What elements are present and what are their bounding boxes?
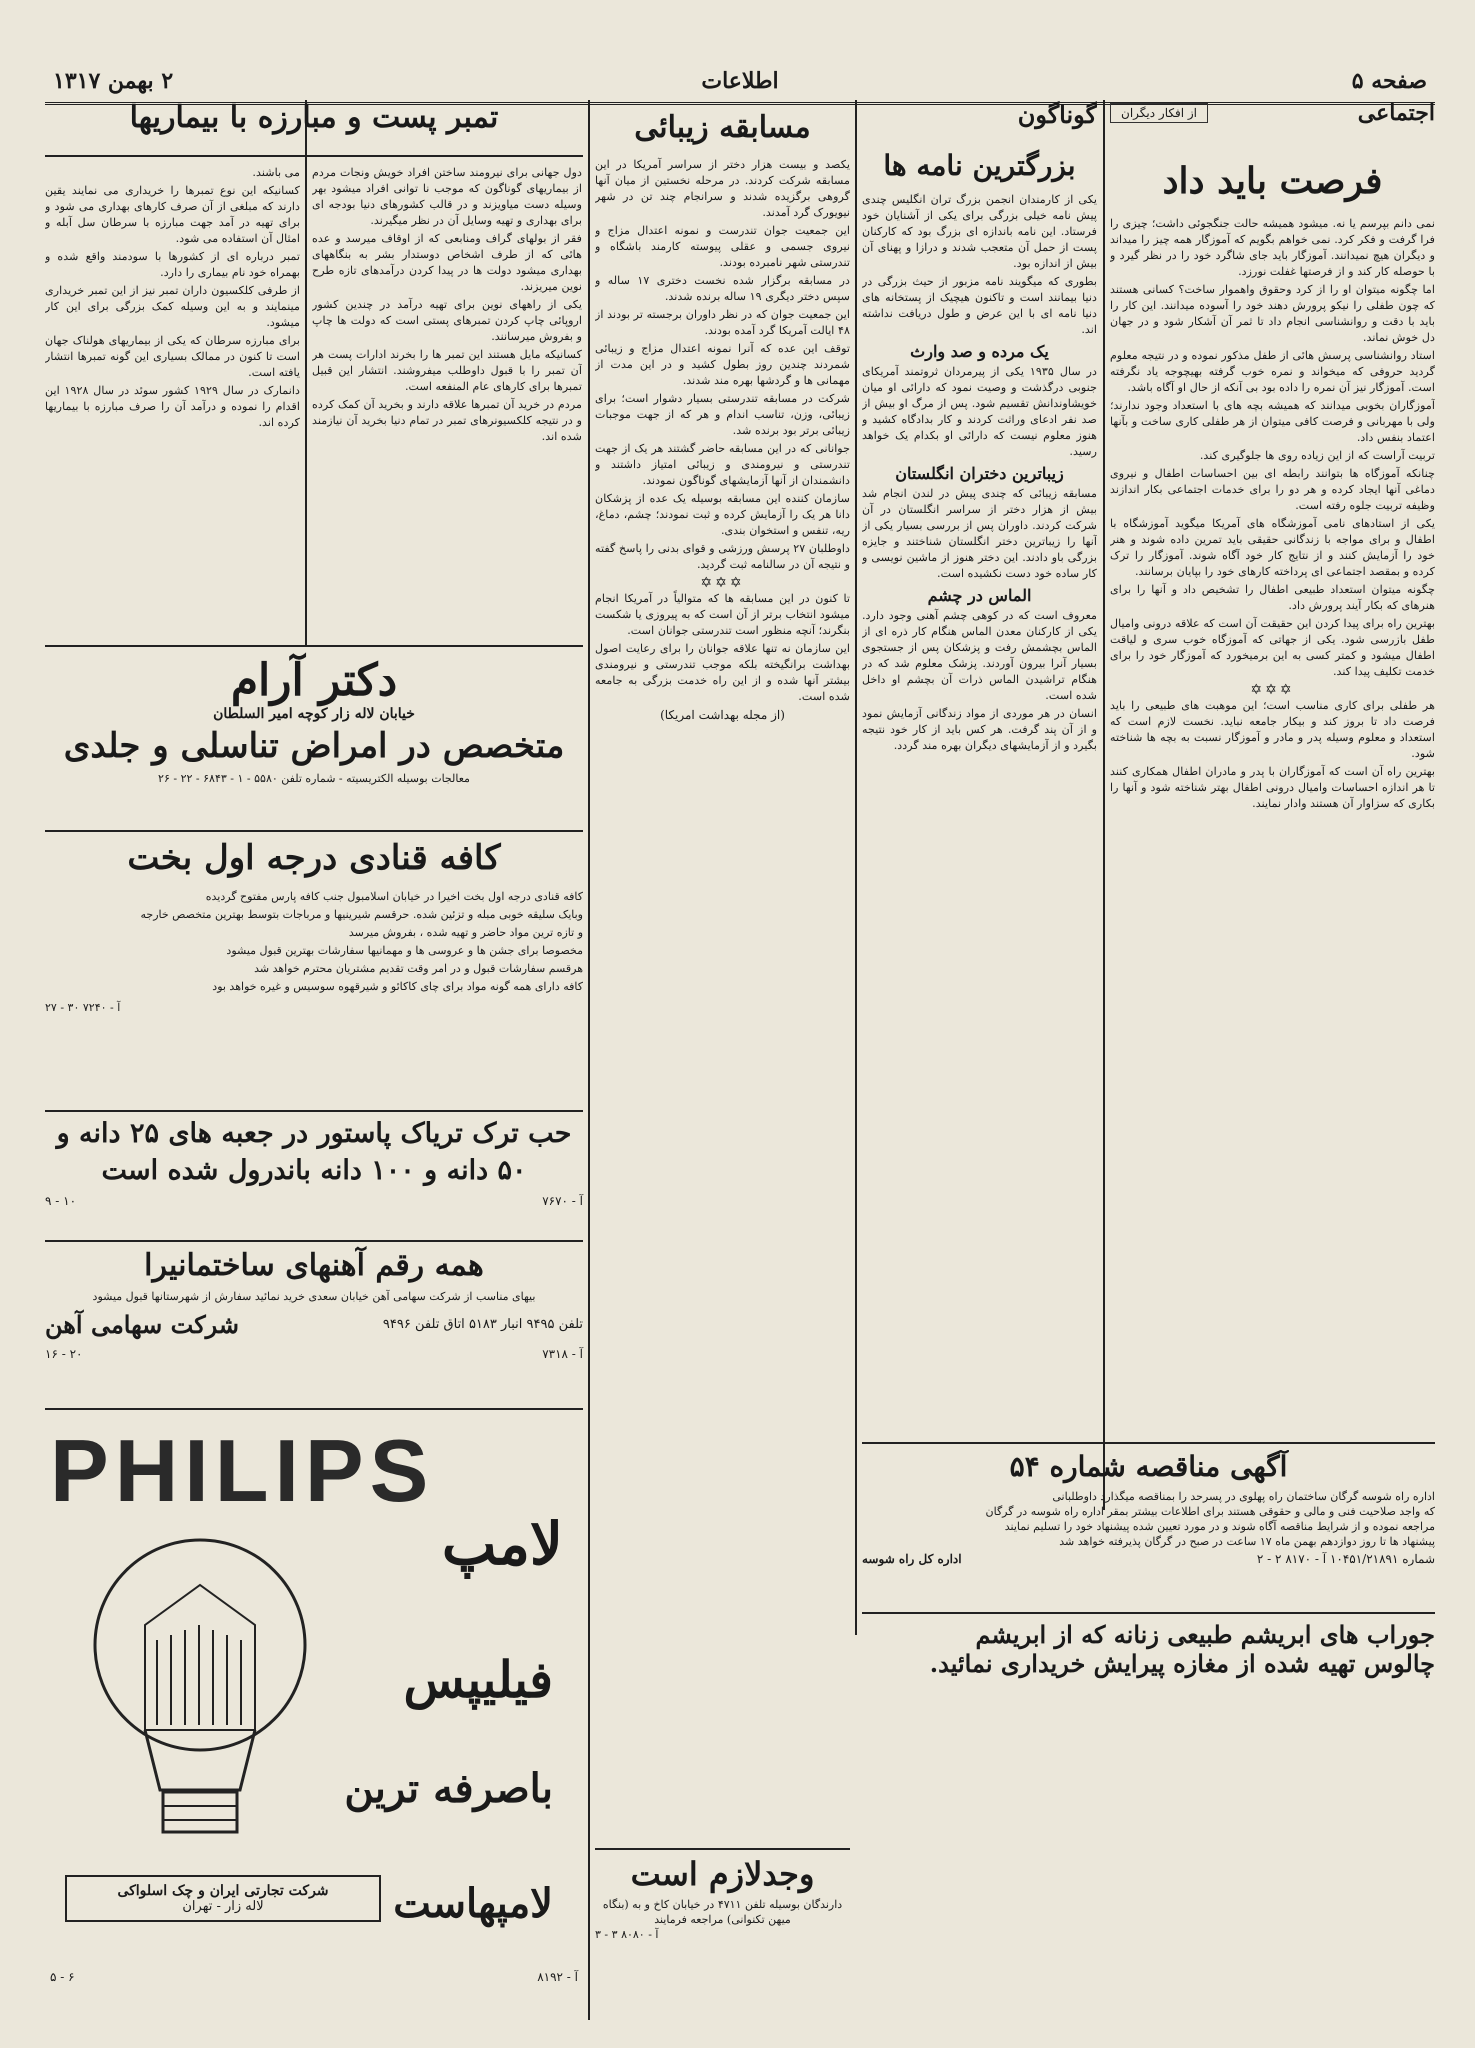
paragraph: آموزگاران بخوبی میدانند که همیشه بچه های با استعداد وجود ندارند؛ ولی با مهربانی و فرصت کافی میتوان از هر طفلی کاری ساخت و بآنها اعتماد بنفس داد. bbox=[1110, 399, 1435, 444]
steel-phone: تلفن ۹۴۹۵ انبار ۵۱۸۳ اتاق تلفن ۹۴۹۶ bbox=[382, 1317, 583, 1332]
subheading: یک مرده و صد وارث bbox=[910, 342, 1049, 361]
paragraph: برای مبارزه سرطان که یکی از بیماریهای هولناک جهان است تا کنون در ممالک بسیاری این گونه تمبرها انتشار یافته است. bbox=[45, 334, 300, 379]
paragraph: دول جهانی برای نیرومند ساختن افراد خویش ونجات مردم از بیماریهای گوناگون که موجب نا توانی افراد میشود بهر وسیله دست میاویزند و در قالب کشورهای دنیا بودجه ای برای بهداری و تهیه وسایل آن در نظر میگیرند. bbox=[312, 166, 582, 227]
article-body bbox=[1110, 216, 1435, 812]
paragraph: بهترین راه آن است که آموزگاران با پدر و مادران اطفال همکاری کنند تا هر اندازه احساسات وامیال درونی اطفال بهتر شناخته شود و آنها را بکاری که سزاوار آن هستند وادار نمایند. bbox=[1110, 765, 1435, 810]
rule bbox=[595, 1848, 850, 1850]
stamp-article-col-right bbox=[312, 165, 582, 635]
paragraph: تربیت آراست که از این زیاده روی ها جلوگیری کند. bbox=[1199, 449, 1435, 462]
paragraph: چگونه میتوان استعداد طبیعی اطفال را تشخیص داد و آنها را برای هنرهای که بکار آیند پرورش داد. bbox=[1110, 583, 1435, 612]
paragraph: این جمعیت جوان که در نظر داوران برجسته تر بودند از ۴۸ ایالت آمریکا گرد آمده بودند. bbox=[595, 308, 850, 337]
wanted-title: وجدلازم است bbox=[630, 1855, 815, 1893]
paragraph: تمبر درباره ای از کشورها با سودمند واقع شده و بهمراه خود نام بیماری را دارد. bbox=[45, 250, 300, 279]
cafe-line: هرقسم سفارشات قبول و در امر وقت تقدیم مشتریان محترم خواهد شد bbox=[254, 962, 583, 975]
separator-stars: ✡✡✡ bbox=[1250, 682, 1295, 698]
philips-dealer-box bbox=[65, 1875, 381, 1922]
lamp-word: لامپ bbox=[441, 1510, 563, 1578]
byline: از افکار دیگران bbox=[1110, 103, 1208, 123]
paragraph: از طرفی کلکسیون داران تمبر نیز از این تمبر خریداری مینمایند و به این وسیله کمک بزرگی برای این کار میشود. bbox=[45, 284, 300, 329]
column-rule bbox=[588, 100, 590, 2020]
stamp-article-col-left bbox=[45, 165, 300, 635]
column-social bbox=[1110, 100, 1435, 1510]
cafe-line: کافه دارای همه گونه مواد برای چای کاکائو و شیرقهوه سوسیس و غیره خواهد بود bbox=[212, 980, 583, 993]
rule bbox=[862, 1442, 1435, 1444]
paragraph: در مسابقه برگزار شده نخست دختری ۱۷ ساله و سپس دختر دیگری ۱۹ ساله برنده شدند. bbox=[595, 274, 850, 303]
philips-slogan: لامپهاست bbox=[393, 1880, 553, 1927]
paragraph: بهترین راه برای پیدا کردن این حقیقت آن است که علاقه درونی وامیال طفل بازرسی شود. یکی از جهاتی که آموزگاه خوب سری و لیاقت اطفال میشود و کمتر کسی به این برمیخورد که آموزگار خود را برای خدمت تکلیف پیدا کند. bbox=[1110, 617, 1435, 678]
cafe-line: کافه قنادی درجه اول بخت اخیرا در خیابان اسلامبول جنب کافه پارس مفتوح گردیده bbox=[205, 890, 583, 903]
paragraph: یکی از راههای نوین برای تهیه درآمد در چندین کشور اروپائی چاپ کردن تمبرهای پستی است که دولت ها چاپ و بفروش میرسانند. bbox=[312, 298, 582, 343]
paragraph: فقر از بولهای گراف ومنابعی که از اوقاف میرسد و عده هائی که از طرف اشخاص دوستدار بشر به بنگاههای بهداری میشود دولت ها در پیدا کردن درآمدهای تازه طرح نوین میریزند. bbox=[312, 232, 582, 293]
masthead bbox=[45, 62, 1435, 105]
doctor-name: دکتر آرام bbox=[230, 655, 398, 706]
subheading: الماس در چشم bbox=[927, 586, 1032, 605]
paragraph: نمی دانم بپرسم یا نه. میشود همیشه حالت جنگجوئی داشت؛ چیزی را فرا گرفت و فکر کرد. نمی خواهم بگویم که آموزگار همه چیز را میداند و دیگران هیچ نمیدانند. آموزگار باید جای شاگرد خود را در نظر گیرد و با حوصله کار کند و از فرصتها غفلت نورزد. bbox=[1110, 217, 1435, 278]
paragraph: شرکت در مسابقه تندرستی بسیار دشوار است؛ برای زیبائی، وزن، تناسب اندام و هر که از جهت موجبات زیبائی برتر بود برنده شد. bbox=[595, 392, 850, 437]
cafe-ad bbox=[45, 838, 583, 1098]
steel-ad bbox=[45, 1248, 583, 1398]
dealer-line: شرکت تجارتی ایران و چک اسلواکی bbox=[117, 1883, 329, 1899]
paragraph: توقف این عده که آنرا نمونه اعتدال مزاج و زیبائی شمردند چندین روز بطول کشید و در این مدت از مهمانی ها و گردشها بهره مند شدند. bbox=[595, 342, 850, 387]
paragraph: کسانیکه مایل هستند این تمبر ها را بخرند ادارات پست هر آن تمبر را با قبول داوطلب میفروشند. انتشار این قبیل تمبرها برای کارهای عام المنفعه است. bbox=[312, 348, 582, 393]
stamp-article-header bbox=[45, 100, 583, 150]
tender-line: پیشنهاد ها تا روز دوازدهم بهمن ماه ۱۷ ساعت در صبح در گرگان پذیرفته خواهد شد bbox=[1059, 1535, 1435, 1548]
paragraph: هر طفلی برای کاری مناسب است؛ این موهبت های طبیعی را باید فرصت داد تا بروز کند و بیکار جامعه نباید. نخست لازم است که استعداد و معلوم وسیله پدر و مادر و آموزگار نسبت به بچه ها شناخته شود. bbox=[1110, 699, 1435, 760]
article-title: بزرگترین نامه ها bbox=[883, 149, 1076, 182]
doctor-footer: معالجات بوسیله الکتریسیته - شماره تلفن ۵۵۸۰ - ۱ - ۶۸۴۳ - ۲۲ - ۲۶ bbox=[158, 772, 470, 785]
tender-title: آگهی مناقصه شماره ۵۴ bbox=[1009, 1450, 1288, 1483]
tender-line: اداره راه شوسه گرگان ساختمان راه پهلوی در پسرحد را بمناقصه میگذارد داوطلبانی bbox=[1052, 1490, 1435, 1503]
tender-line: مراجعه نموده و از شرایط مناقصه آگاه شوند و در مورد تعیین شده پیشنهاد خود را تسلیم نمایند bbox=[1004, 1520, 1435, 1533]
steel-code: آ - ۷۳۱۸ bbox=[542, 1347, 583, 1361]
rule bbox=[862, 1612, 1435, 1614]
tender-line: که واجد صلاحیت فنی و مالی و حقوقی هستند برای اطلاعات بیشتر بمقر اداره راه شوسه در گرگان bbox=[985, 1505, 1435, 1518]
rule bbox=[45, 1110, 583, 1112]
stockings-line: چالوس تهیه شده از مغازه پیرایش خریداری نمائید. bbox=[929, 1649, 1435, 1678]
paragraph: اما چگونه میتوان او را از کرد وحقوق واهموار ساخت؟ کسانی هستند که چون طفلی را نیکو پرورش دهند خود را آسوده میدانند. این کار را باید با دقت و روانشناسی انجام داد تا ثمر آن آشکار شود و در جهان دل خوش نماند. bbox=[1110, 283, 1435, 344]
steel-title: همه رقم آهنهای ساختمانیرا bbox=[144, 1248, 484, 1283]
paragraph: یکی از استادهای نامی آموزشگاه های آمریکا میگوید آموزشگاه با اطفال و برای مواجه با زندگانی حقیقی باید تمرین داده شوند و هنر خود را آزمایش کنند و از نتایج کار خود آگاه شوند. آموزگار را ترک کرده و بمقصد اجتماعی ای پرداخته کارهای خود را بپایان برسانند. bbox=[1110, 517, 1435, 578]
paragraph: مسابقه زیبائی که چندی پیش در لندن انجام شد بیش از هزار دختر از سراسر انگلستان در آن شرکت کردند. داوران پس از بررسی بسیار یکی از آنها را زیباترین دختر انگلستان شناختند و جایزه بزرگی باو دادند. این دختر هنوز از ماشین نویسی و کار ساده خود دست نکشیده است. bbox=[862, 487, 1097, 580]
philips-logo: PHILIPS bbox=[50, 1421, 435, 1520]
philips-slogan: باصرفه ترین bbox=[344, 1765, 553, 1812]
cafe-line: مخصوصا برای جشن ها و عروسی ها و مهمانیها سفارشات بهترین قبول میشود bbox=[226, 944, 583, 957]
cafe-title: کافه قنادی درجه اول بخت bbox=[127, 838, 501, 878]
paragraph: این سازمان نه تنها علاقه جوانان را برای رعایت اصول بهداشت برانگیخته بلکه موجب تندرستی و نیرومندی بیشتر آنها شده و از این راه خدمت بزرگی به جامعه شده است. bbox=[595, 642, 850, 703]
paragraph: معروف است که در کوهی چشم آهنی وجود دارد. یکی از کارکنان معدن الماس هنگام کار ذره ای از الماس بچشمش رفت و پزشکان پس از جستجوی بسیار آنرا بیرون آوردند. پزشک معلوم شد که در هنگام تراشیدن الماس ذرات آن بچشم او داخل شده است. bbox=[862, 609, 1097, 702]
paper-name: اطلاعات bbox=[701, 68, 779, 94]
column-miscellany bbox=[862, 100, 1097, 1440]
article-body bbox=[595, 157, 850, 723]
cafe-codes: آ - ۷۲۴۰ ۳۰ - ۲۷ bbox=[45, 1001, 121, 1014]
paragraph: در سال ۱۹۳۵ یکی از پیرمردان ثروتمند آمریکای جنوبی درگذشت و وصیت نمود که دارائی او میان خویشاوندانش تقسیم شود. پس از مرگ او بیش از صد نفر ادعای وراثت کردند و کار بدادگاه کشید و هنوز معلوم نیست که دارائی او بکدام یک خواهد رسید. bbox=[862, 365, 1097, 458]
philips-ad bbox=[45, 1415, 583, 2000]
rule bbox=[45, 1408, 583, 1410]
column-rule bbox=[1103, 100, 1105, 1510]
pasteur-line: ۵۰ دانه و ۱۰۰ دانه باندرول شده است bbox=[101, 1155, 527, 1186]
cafe-line: و تازه ترین مواد حاضر و تهیه شده ، بفروش میرسد bbox=[348, 926, 583, 939]
paragraph: جوانانی که در این مسابقه حاضر گشتند هر یک از جهت تندرستی و نیرومندی و زیبائی امتیاز داشتند و دانشمندان از آنها آزمایشهای گوناگون نمودند. bbox=[595, 442, 850, 487]
rule bbox=[45, 1240, 583, 1242]
column-beauty-contest bbox=[595, 100, 850, 1620]
pasteur-code: آ - ۷۶۷۰ bbox=[542, 1194, 583, 1208]
dealer-line: لاله زار - تهران bbox=[182, 1899, 264, 1914]
paragraph: دانمارک در سال ۱۹۲۹ کشور سوئد در سال ۱۹۲۸ این اقدام را نموده و درآمد آن را صرف مبارزه با بیماریها کرده اند. bbox=[45, 384, 300, 429]
paragraph: انسان در هر موردی از مواد زندگانی آزمایش نمود و از آن پند گرفت. هر کس باید از کار خود نتیجه بگیرد و از آزمایشهای دیگران بهره مند گردد. bbox=[862, 707, 1097, 752]
philips-name: فیلیپس bbox=[403, 1650, 553, 1709]
subheading: زیباترین دختران انگلستان bbox=[895, 464, 1064, 483]
paragraph: تا کنون در این مسابقه ها که متوالیاً در آمریکا انجام میشود انتخاب برتر از آن است که به پیروزی یا شکست بنگرند؛ آنچه منظور است تندرستی جوانان است. bbox=[595, 592, 850, 637]
rule bbox=[45, 645, 583, 647]
stockings-line: جوراب های ابریشم طبیعی زنانه که از ابریشم bbox=[975, 1620, 1435, 1649]
issue-date: ۲ بهمن ۱۳۱۷ bbox=[53, 68, 174, 94]
paragraph: چنانکه آموزگاه ها بتوانند رابطه ای بین احساسات اطفال و نیروی دماغی آنها ایجاد کرده و هر دو را برای خدمات اجتماعی بکار اندازند وظیفه تربیت جلوه رفته است. bbox=[1110, 467, 1435, 512]
doctor-address: خیابان لاله زار کوچه امیر السلطان bbox=[213, 706, 415, 722]
wanted-body: دارندگان بوسیله تلفن ۴۷۱۱ در خیابان کاخ و به (بنگاه میهن تکنوانی) مراجعه فرمایند bbox=[602, 1898, 843, 1926]
steel-code: ۲۰ - ۱۶ bbox=[45, 1347, 83, 1361]
cafe-line: وبایک سلیقه خوبی مبله و تزئین شده. حرقسم شیرینیها و مرباجات بتوسط بهترین متخصص خارجه bbox=[140, 908, 583, 921]
philips-code: ۶ - ۵ bbox=[50, 1970, 75, 1984]
steel-company: شرکت سهامی آهن bbox=[45, 1310, 239, 1339]
column-rule bbox=[305, 100, 307, 645]
paragraph: مردم در خرید آن تمبرها علاقه دارند و بخرید آن کمک کرده و در نتیجه کلکسیونرهای تمبر در تمام دنیا بخرید آن نیازمند شده اند. bbox=[312, 398, 582, 443]
philips-code: آ - ۸۱۹۲ bbox=[537, 1970, 578, 1984]
paragraph: این جمعیت جوان تندرست و نمونه اعتدال مزاج و نیروی جسمی و عقلی پیوسته کارمند باشگاه و تندرستی شهر نامبرده بودند. bbox=[595, 224, 850, 269]
doctor-ad bbox=[45, 655, 583, 820]
pasteur-code: ۱۰ - ۹ bbox=[45, 1194, 77, 1208]
page-number: صفحه ۵ bbox=[1351, 68, 1427, 94]
pasteur-line: حب ترک تریاک پاستور در جعبه های ۲۵ دانه و bbox=[56, 1118, 572, 1149]
paragraph: یکی از کارمندان انجمن بزرگ تران انگلیس چندی پیش نامه خیلی بزرگی برای یکی از آشنایان خود فرستاد. این نامه باندازه ای بزرگ بود که کارکنان پست از حمل آن متعجب شدند و درازا و پهنای آن بیش از اندازه بود. bbox=[862, 193, 1097, 270]
tender-codes: شماره ۱۰۴۵۱/۲۱۸۹۱ آ - ۸۱۷۰ ۲ - ۲ bbox=[1256, 1552, 1435, 1566]
article-title: فرصت باید داد bbox=[1162, 160, 1383, 202]
wanted-codes: آ - ۸۰۸۰ ۳ - ۳ bbox=[595, 1928, 659, 1941]
section-label: اجتماعی bbox=[1357, 100, 1435, 126]
tender-signature: اداره کل راه شوسه bbox=[862, 1552, 962, 1566]
rule bbox=[45, 830, 583, 832]
column-rule bbox=[855, 100, 857, 1635]
lamp-bulb-icon bbox=[85, 1530, 315, 1860]
article-title: مسابقه زیبائی bbox=[634, 110, 811, 145]
paragraph: داوطلبان ۲۷ پرسش ورزشی و قوای بدنی را پاسخ گفته و نتیجه آن در سالنامه ثبت گردید. bbox=[595, 542, 850, 571]
separator-stars: ✡✡✡ bbox=[700, 575, 745, 591]
paragraph: می باشند. bbox=[252, 166, 300, 179]
paragraph: یکصد و بیست هزار دختر از سراسر آمریکا در این مسابقه شرکت کردند. در مرحله نخستین از میان آنها گروهی برگزیده شدند و سرانجام چند تن در شهر نیویورک گرد آمدند. bbox=[595, 158, 850, 219]
section-label: گوناگون bbox=[1017, 100, 1097, 129]
article-title: تمبر پست و مبارزه با بیماریها bbox=[129, 100, 499, 135]
wanted-ad bbox=[595, 1855, 850, 1990]
source-note: (از مجله بهداشت امریکا) bbox=[660, 708, 785, 722]
doctor-specialty: متخصص در امراض تناسلی و جلدی bbox=[63, 726, 565, 766]
paragraph: بطوری که میگویند نامه مزبور از حیث بزرگی در دنیا بیمانند است و تاکنون هیچیک از پستخانه های دنیا نامه ای با این عرض و طول دریافت نداشته اند. bbox=[862, 275, 1097, 336]
steel-body: بیهای مناسب از شرکت سهامی آهن خیابان سعدی خرید نمائید سفارش از شهرستانها قبول میشود bbox=[92, 1290, 536, 1303]
rule bbox=[45, 155, 583, 157]
paragraph: استاد روانشناسی پرسش هائی از طفل مذکور نموده و در نتیجه معلوم گردید حروفی که میخواند و نمره خوب گرفته بهیچوجه یاد نگرفته است. آموزگار نیز آن نمره را داده بود بی آنکه از حال او آگاه باشد. bbox=[1110, 349, 1435, 394]
paragraph: کسانیکه این نوع تمبرها را خریداری می نمایند یقین دارند که مبلغی از آن صرف کارهای بهداری می شود و برای تهیه در آمد جهت مبارزه با سرطان سل آبله و امثال آن استفاده می شود. bbox=[45, 184, 300, 245]
paragraph: سازمان کننده این مسابقه بوسیله یک عده از پزشکان دانا هر یک را آزمایش کرده و ثبت نمودند؛ چشم، دماغ، ریه، تنفس و استخوان بندی. bbox=[595, 492, 850, 537]
article-body bbox=[862, 192, 1097, 754]
pasteur-ad bbox=[45, 1118, 583, 1238]
tender-ad bbox=[862, 1450, 1435, 1610]
stockings-ad bbox=[862, 1620, 1435, 1680]
